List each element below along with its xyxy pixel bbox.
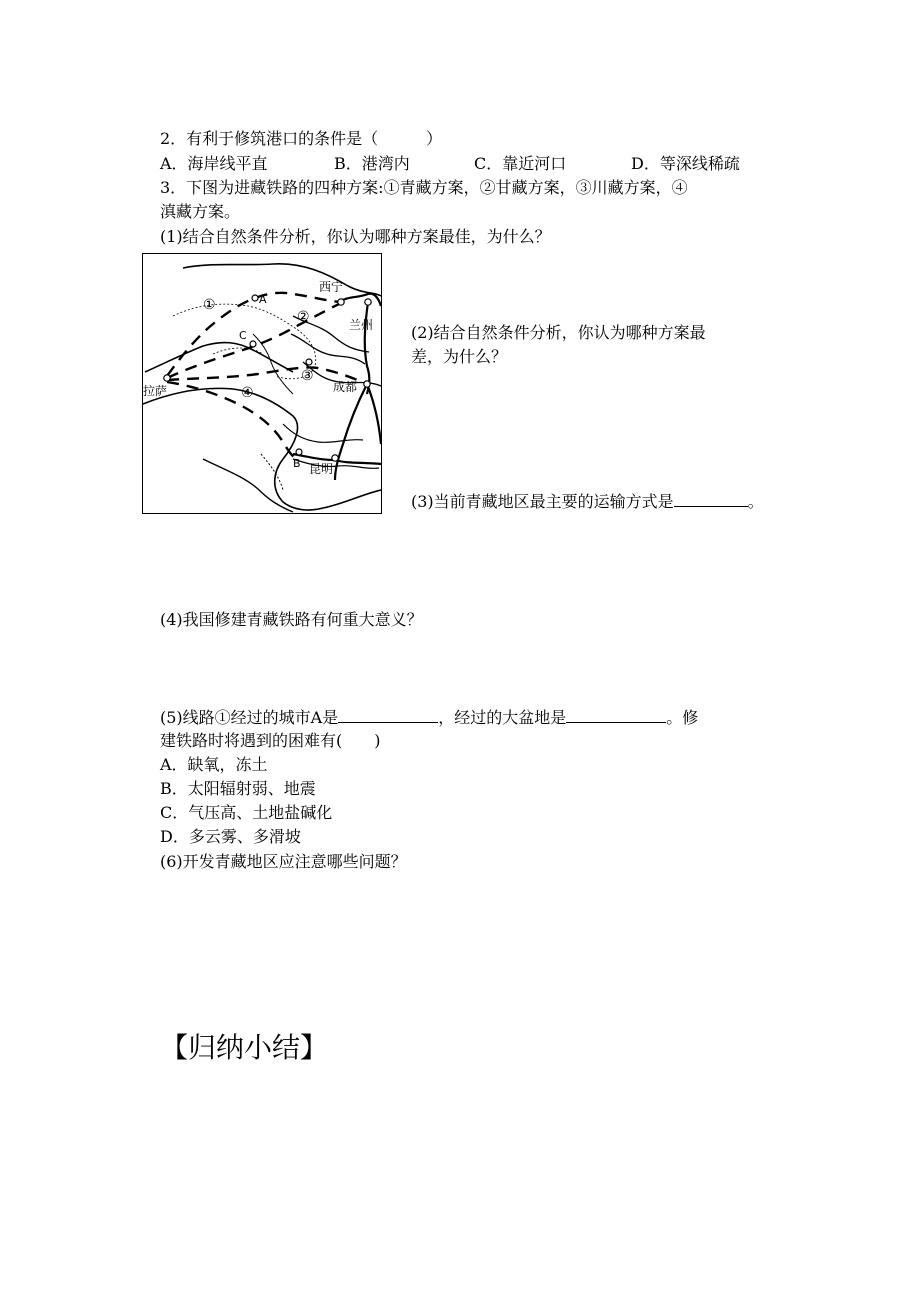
q3-sub3-blank[interactable]: [674, 490, 748, 507]
q2-option-a: A．海岸线平直: [160, 154, 268, 173]
point-b-label: B: [293, 457, 301, 470]
q3-sub5-option-b: B．太阳辐射弱、地震: [160, 779, 316, 798]
q2-stem: 2．有利于修筑港口的条件是（ ）: [160, 129, 443, 148]
xining-marker: [338, 299, 344, 305]
q3-stem-line1: 3．下图为进藏铁路的四种方案:①青藏方案，②甘藏方案，③川藏方案，④: [160, 178, 688, 197]
q2-option-c: C．靠近河口: [474, 154, 567, 173]
route-1-label: ①: [203, 297, 216, 313]
q3-sub6: (6)开发青藏地区应注意哪些问题？: [160, 852, 407, 871]
lanzhou-marker: [365, 299, 371, 305]
q3-sub5-suffix: 。修: [666, 708, 699, 727]
point-b-marker: [296, 449, 302, 455]
q3-sub5-line2: 建铁路时将遇到的困难有( ): [160, 731, 381, 750]
chengdu-marker: [364, 381, 370, 387]
q3-sub2-line1: (2)结合自然条件分析，你认为哪种方案最: [411, 323, 706, 342]
summary-heading: 【归纳小结】: [160, 1031, 329, 1064]
city-xining: 西宁: [319, 280, 344, 294]
q3-sub3: [411, 490, 764, 513]
q3-sub2-line2: 差，为什么？: [411, 347, 508, 366]
q3-sub5-mid: ，经过的大盆地是: [438, 708, 567, 727]
q3-sub3-prefix: (3)当前青藏地区最主要的运输方式是: [411, 492, 674, 511]
lhasa-marker: [164, 375, 170, 381]
q3-sub5-city-blank[interactable]: [338, 706, 438, 723]
point-c-label: C: [239, 329, 247, 342]
q3-sub5-option-d: D．多云雾、多滑坡: [160, 827, 301, 846]
q3-sub3-suffix: 。: [747, 492, 764, 511]
route3-marker: [306, 359, 312, 365]
point-c-marker: [250, 341, 256, 347]
city-lanzhou: 兰州: [349, 318, 374, 332]
kunming-marker: [332, 455, 338, 461]
point-a-marker: [252, 295, 258, 301]
route-3-label: ③: [301, 368, 314, 384]
q3-sub5-basin-blank[interactable]: [566, 706, 666, 723]
route-4-label: ④: [241, 385, 254, 401]
q3-sub5-line1: [160, 706, 698, 729]
q3-sub4: (4)我国修建青藏铁路有何重大意义？: [160, 610, 423, 629]
q3-sub5-option-c: C．气压高、土地盐碱化: [160, 803, 333, 822]
point-a-label: A: [259, 293, 267, 306]
q2-option-b: B．港湾内: [334, 154, 410, 173]
city-kunming: 昆明: [309, 462, 334, 476]
q3-sub5-option-a: A．缺氧，冻土: [160, 755, 268, 774]
q3-sub5-prefix: (5)线路①经过的城市A是: [160, 708, 339, 727]
q3-stem-line2: 滇藏方案。: [160, 202, 241, 221]
railway-map: [142, 253, 382, 514]
city-lhasa: 拉萨: [143, 384, 168, 398]
route-2-label: ②: [297, 309, 310, 325]
q3-sub1: (1)结合自然条件分析，你认为哪种方案最佳，为什么？: [160, 227, 551, 246]
q2-option-d: D．等深线稀疏: [631, 154, 740, 173]
city-chengdu: 成都: [333, 380, 358, 394]
